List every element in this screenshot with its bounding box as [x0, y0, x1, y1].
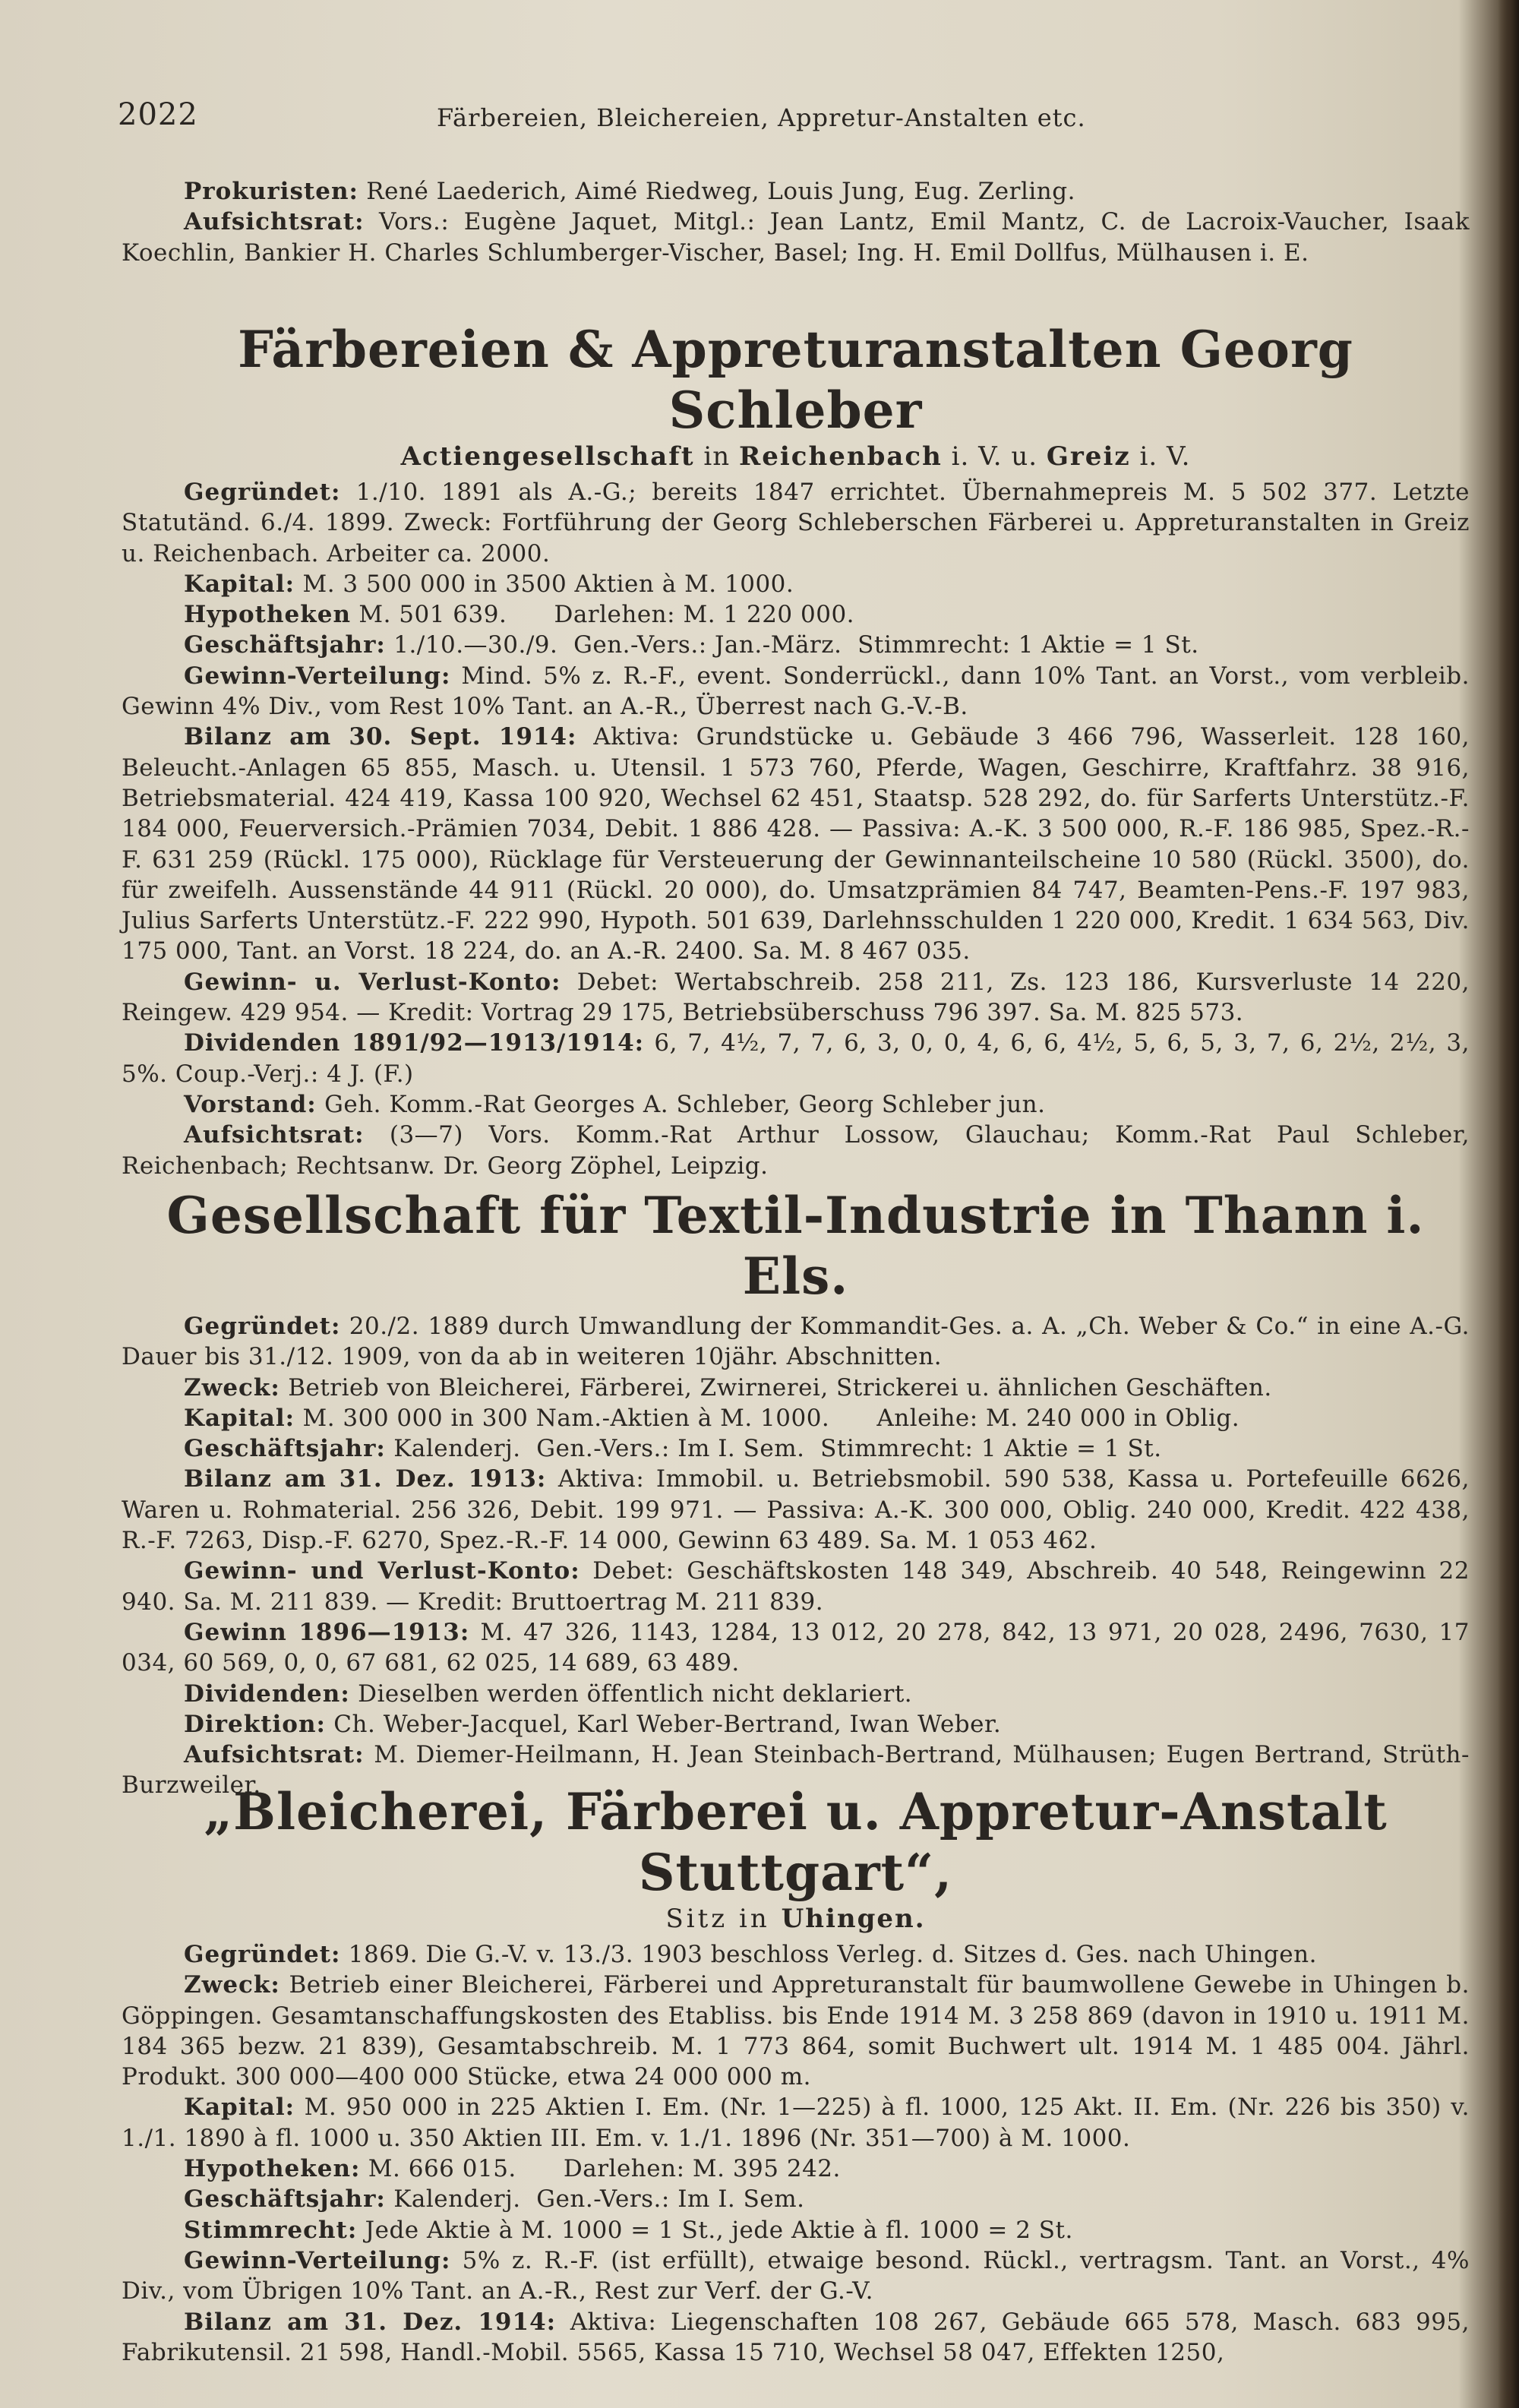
entry-aufsichtsrat: Aufsichtsrat: (3—7) Vors. Komm.-Rat Arthur Lossow, Glauchau; Komm.-Rat Paul Schleber, Reichenbach; Rechtsanw. Dr. Georg Zöphel, Leipzig. — [122, 1121, 1470, 1180]
entry-geschaeftsjahr: Geschäftsjahr: Kalenderj. Gen.-Vers.: Im I. Sem. — [184, 2185, 805, 2214]
entry-kapital: Kapital: M. 950 000 in 225 Aktien I. Em. (Nr. 1—225) à fl. 1000, 125 Akt. II. Em. (Nr. 226 bis 350) v. 1./1. 1890 à fl. 1000 u. 350 Aktien III. Em. v. 1./1. 1896 (Nr. 351—700) à M. 1000. — [122, 2094, 1470, 2152]
entry-gewinn-verlust: Gewinn- und Verlust-Konto: Debet: Geschäftskosten 148 349, Abschreib. 40 548, Reingewinn 22 940. Sa. M. 211 839. — Kredit: Bruttoertrag M. 211 839. — [122, 1557, 1470, 1616]
entry-gewinn-history: Gewinn 1896—1913: M. 47 326, 1143, 1284, 13 012, 20 278, 842, 13 971, 20 028, 2496, 7630, 17 034, 60 569, 0, 0, 67 681, 62 025, 14 689, 63 489. — [122, 1618, 1470, 1677]
company-schleber — [122, 319, 1470, 1181]
company-textil-thann — [122, 1185, 1470, 1801]
aufsichtsrat-entry: Aufsichtsrat: Vors.: Eugène Jaquet, Mitgl.: Jean Lantz, Emil Mantz, C. de Lacroix-Vaucher, Isaak Koechlin, Bankier H. Charles Schlumberger-Vischer, Basel; Ing. H. Emil Dollfus, Mülhausen i. E. — [122, 208, 1470, 267]
entry-vorstand: Vorstand: Geh. Komm.-Rat Georges A. Schleber, Georg Schleber jun. — [184, 1090, 1046, 1118]
entry-bilanz: Bilanz am 31. Dez. 1914: Aktiva: Liegenschaften 108 267, Gebäude 665 578, Masch. 683 995, Fabrikutensil. 21 598, Handl.-Mobil. 5565, Kassa 15 710, Wechsel 58 047, Effekten 1250, — [122, 2308, 1470, 2366]
entry-dividenden: Dividenden 1891/92—1913/1914: 6, 7, 4½, 7, 7, 6, 3, 0, 0, 4, 6, 6, 4½, 5, 6, 5, 3, 7, 6, 2½, 2½, 3, 5%. Coup.-Verj.: 4 J. (F.) — [122, 1029, 1470, 1088]
company-subtitle: Sitz in Uhingen. — [665, 1904, 926, 1934]
company-title: „Bleicherei, Färberei u. Appretur-Anstalt Stuttgart“, — [204, 1782, 1388, 1902]
page-header — [118, 97, 1470, 143]
running-title: Färbereien, Bleichereien, Appretur-Anstalten etc. — [437, 103, 1086, 132]
entry-direktion: Direktion: Ch. Weber-Jacquel, Karl Weber-Bertrand, Iwan Weber. — [184, 1710, 1002, 1738]
entry-bilanz: Bilanz am 30. Sept. 1914: Aktiva: Grundstücke u. Gebäude 3 466 796, Wasserleit. 128 160, Beleucht.-Anlagen 65 855, Masch. u. Utensil. 1 573 760, Pferde, Wagen, Geschirre, Kraftfahrz. 38 916, Betriebsmaterial. 424 419, Kassa 100 920, Wechsel 62 451, Staatsp. 528 292, do. für Sarferts Unterstütz.-F. 184 000, Feuerversich.-Prämien 7034, Debit. 1 886 428. — Passiva: A.-K. 3 500 000, R.-F. 186 985, Spez.-R.-F. 631 259 (Rückl. 175 000), Rücklage für Versteuerung der Gewinnanteilscheine 10 580 (Rückl. 3500), do. für zweifelh. Aussenstände 44 911 (Rückl. 20 000), do. Umsatzprämien 84 747, Beamten-Pens.-F. 197 983, Julius Sarferts Unterstütz.-F. 222 990, Hypoth. 501 639, Darlehnsschulden 1 220 000, Kredit. 1 634 563, Div. 175 000, Tant. an Vorst. 18 224, do. an A.-R. 2400. Sa. M. 8 467 035. — [122, 723, 1470, 965]
company-subtitle: Actiengesellschaft in Reichenbach i. V. u. Greiz i. V. — [400, 441, 1191, 472]
entry-kapital: Kapital: M. 300 000 in 300 Nam.-Aktien à M. 1000. Anleihe: M. 240 000 in Oblig. — [184, 1404, 1240, 1432]
entry-bilanz: Bilanz am 31. Dez. 1913: Aktiva: Immobil. u. Betriebsmobil. 590 538, Kassa u. Portefeuille 6626, Waren u. Rohmaterial. 256 326, Debit. 199 971. — Passiva: A.-K. 300 000, Oblig. 240 000, Kredit. 422 438, R.-F. 7263, Disp.-F. 6270, Spez.-R.-F. 14 000, Gewinn 63 489. Sa. M. 1 053 462. — [122, 1465, 1470, 1555]
entry-gewinn-verteilung: Gewinn-Verteilung: Mind. 5% z. R.-F., event. Sonderrückl., dann 10% Tant. an Vorst., vom verbleib. Gewinn 4% Div., vom Rest 10% Tant. an A.-R., Überrest nach G.-V.-B. — [122, 662, 1470, 721]
entry-gewinn-verteilung: Gewinn-Verteilung: 5% z. R.-F. (ist erfüllt), etwaige besond. Rückl., vertragsm. Tant. an Vorst., 4% Div., vom Übrigen 10% Tant. an A.-R., Rest zur Verf. der G.-V. — [122, 2246, 1470, 2305]
entry-zweck: Zweck: Betrieb von Bleicherei, Färberei, Zwirnerei, Strickerei u. ähnlichen Geschäften. — [184, 1373, 1272, 1402]
entry-gewinn-verlust: Gewinn- u. Verlust-Konto: Debet: Wertabschreib. 258 211, Zs. 123 186, Kursverluste 14 220, Reingew. 429 954. — Kredit: Vortrag 29 175, Betriebsüberschuss 796 397. Sa. M. 825 573. — [122, 968, 1470, 1027]
entry-zweck: Zweck: Betrieb einer Bleicherei, Färberei und Appreturanstalt für baumwollene Gewebe in Uhingen b. Göppingen. Gesamtanschaffungskosten des Etabliss. bis Ende 1914 M. 3 258 869 (davon in 1910 u. 1911 M. 184 365 bezw. 21 839), Gesamtabschreib. M. 1 773 864, somit Buchwert ult. 1914 M. 1 485 004. Jährl. Produkt. 300 000—400 000 Stücke, etwa 24 000 000 m. — [122, 1971, 1470, 2091]
entry-geschaeftsjahr: Geschäftsjahr: Kalenderj. Gen.-Vers.: Im I. Sem. Stimmrecht: 1 Aktie = 1 St. — [184, 1435, 1162, 1463]
entry-hypotheken: Hypotheken: M. 666 015. Darlehen: M. 395 242. — [184, 2155, 841, 2183]
page-number: 2022 — [118, 97, 198, 132]
entry-dividenden: Dividenden: Dieselben werden öffentlich nicht deklariert. — [184, 1680, 913, 1708]
entry-gegruendet: Gegründet: 1869. Die G.-V. v. 13./3. 1903 beschloss Verleg. d. Sitzes d. Ges. nach Uhingen. — [184, 1941, 1317, 1968]
book-spine-edge — [1498, 0, 1519, 2408]
entry-gegruendet: Gegründet: 20./2. 1889 durch Umwandlung der Kommandit-Ges. a. A. „Ch. Weber & Co.“ in eine A.-G. Dauer bis 31./12. 1909, von da ab in weiteren 10jähr. Abschnitten. — [122, 1313, 1470, 1371]
entry-hypotheken: Hypotheken M. 501 639. Darlehen: M. 1 220 000. — [184, 601, 855, 629]
entry-kapital: Kapital: M. 3 500 000 in 3500 Aktien à M. 1000. — [184, 570, 794, 598]
entry-geschaeftsjahr: Geschäftsjahr: 1./10.—30./9. Gen.-Vers.: Jan.-März. Stimmrecht: 1 Aktie = 1 St. — [184, 631, 1199, 659]
entry-gegruendet: Gegründet: 1./10. 1891 als A.-G.; bereits 1847 errichtet. Übernahmepreis M. 5 502 377. Letzte Statutänd. 6./4. 1899. Zweck: Fortführung der Georg Schleberschen Färberei u. Appreturanstalten in Greiz u. Reichenbach. Arbeiter ca. 2000. — [122, 479, 1470, 567]
entry-stimmrecht: Stimmrecht: Jede Aktie à M. 1000 = 1 St., jede Aktie à fl. 1000 = 2 St. — [184, 2216, 1073, 2244]
continued-entry — [122, 176, 1470, 268]
company-bleicherei-stuttgart — [122, 1781, 1470, 2368]
entry-aufsichtsrat: Aufsichtsrat: M. Diemer-Heilmann, H. Jean Steinbach-Bertrand, Mülhausen; Eugen Bertrand, Strüth-Burzweiler. — [122, 1741, 1470, 1800]
prokuristen-entry: Prokuristen: René Laederich, Aimé Riedweg, Louis Jung, Eug. Zerling. — [184, 178, 1075, 205]
company-title: Färbereien & Appreturanstalten Georg Schleber — [238, 320, 1353, 440]
company-title: Gesellschaft für Textil-Industrie in Thann i. Els. — [166, 1186, 1425, 1306]
